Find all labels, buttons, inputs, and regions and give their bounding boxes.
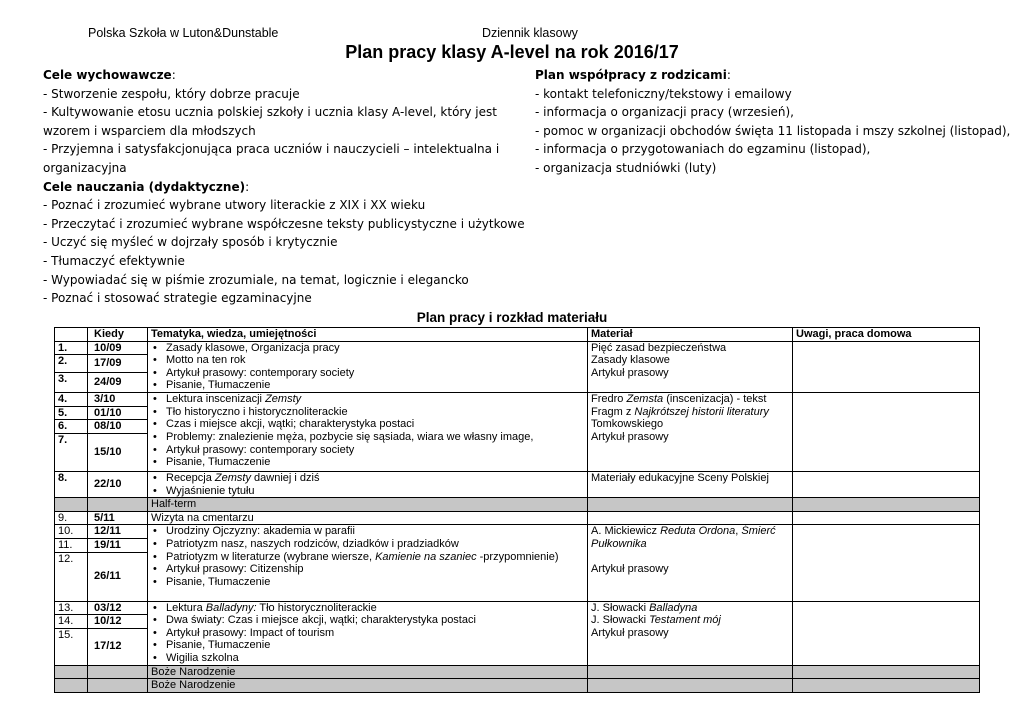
material-cell [588, 393, 793, 472]
material-item: Fredro Zemsta (inscenizacja) - tekst [591, 393, 767, 406]
material-item: J. Słowacki Testament mój [591, 614, 721, 627]
goal-line: wzorem i wsparciem dla młodszych [43, 123, 256, 138]
row-number: 8. [55, 471, 88, 497]
topic-item: • Lektura inscenizacji Zemsty [151, 393, 584, 406]
goal-line: - Kultywowanie etosu ucznia polskiej szkoły i ucznia klasy A-level, który jest [43, 105, 497, 120]
topic-item: • Patriotyzm nasz, naszych rodziców, dziadków i pradziadków [151, 538, 584, 551]
topics-cell [148, 525, 588, 601]
topic-item: • Motto na ten rok [151, 354, 584, 367]
header-material: Materiał [588, 328, 793, 342]
material-cell [588, 525, 793, 601]
row-date: 12/11 [88, 525, 148, 539]
row-date: 15/10 [88, 433, 148, 471]
row-date: 26/11 [88, 552, 148, 601]
topic-item: • Patriotyzm w literaturze (wybrane wiersze, Kamienie na szaniec -przypomnienie) [151, 551, 584, 564]
teaching-line: - Przeczytać i zrozumieć wybrane współczesne teksty publicystyczne i użytkowe [43, 216, 525, 231]
row-date: 10/12 [88, 615, 148, 629]
topics-cell [148, 393, 588, 472]
right-column [535, 66, 1011, 178]
row-date: 24/09 [88, 373, 148, 393]
topic-item: • Artykuł prasowy: contemporary society [151, 367, 584, 380]
topic-item: • Wigilia szkolna [151, 652, 584, 665]
teaching-heading-line: Cele nauczania (dydaktyczne): [43, 179, 250, 194]
goals-heading-line: Cele wychowawcze: [43, 68, 176, 82]
row-number: 5. [55, 406, 88, 420]
topics-cell [148, 471, 588, 497]
material-item: Zasady klasowe [591, 354, 670, 367]
topic-item: • Urodziny Ojczyzny: akademia w parafii [151, 525, 584, 538]
topic-item: • Tło historyczno i historycznoliterackie [151, 406, 584, 419]
parents-line: - pomoc w organizacji obchodów święta 11 listopada i mszy szkolnej (listopad), [535, 123, 1011, 138]
teaching-heading: Cele nauczania (dydaktyczne) [43, 179, 246, 194]
page-title: Plan pracy klasy A-level na rok 2016/17 [345, 42, 679, 62]
notes-cell [793, 525, 980, 601]
row-date: 03/12 [88, 601, 148, 615]
row-date: 5/11 [88, 511, 148, 525]
teaching-line: - Wypowiadać się w piśmie zrozumiale, na temat, logicznie i elegancko [43, 272, 469, 287]
row-date: 08/10 [88, 420, 148, 434]
table-row [55, 511, 980, 525]
material-cell [588, 511, 793, 525]
row-number: 11. [55, 538, 88, 552]
topic-item: • Artykuł prasowy: Citizenship [151, 563, 584, 576]
header-tematyka: Tematyka, wiedza, umiejętności [148, 328, 588, 342]
material-cell [588, 471, 793, 497]
notes-cell [793, 601, 980, 665]
topic-item: • Artykuł prasowy: Impact of tourism [151, 627, 584, 640]
row-number: 15. [55, 628, 88, 665]
header-kiedy: Kiedy [88, 328, 148, 342]
goals-heading: Cele wychowawcze [43, 68, 172, 82]
row-date: 3/10 [88, 393, 148, 407]
notes-cell [793, 341, 980, 393]
material-item: Artykuł prasowy [591, 626, 669, 639]
topic-item: • Dwa światy: Czas i miejsce akcji, wątki; charakterystyka postaci [151, 614, 584, 627]
plan-table [54, 327, 980, 693]
table-row [55, 341, 980, 355]
material-item: Pięć zasad bezpieczeństwa [591, 341, 727, 354]
topic-item: • Pisanie, Tłumaczenie [151, 639, 584, 652]
material-item: Artykuł prasowy [591, 430, 669, 443]
topic-item: • Pisanie, Tłumaczenie [151, 379, 584, 392]
row-number: 1. [55, 341, 88, 355]
parents-line: - kontakt telefoniczny/tekstowy i emailowy [535, 86, 792, 101]
table-row [55, 601, 980, 615]
teaching-line: - Poznać i stosować strategie egzaminacyjne [43, 291, 312, 306]
table-header-row [55, 328, 980, 342]
teaching-line: - Uczyć się myśleć w dojrzały sposób i krytycznie [43, 235, 338, 250]
parents-heading-line: Plan współpracy z rodzicami: [535, 68, 731, 82]
parents-line: - informacja o przygotowaniach do egzaminu (listopad), [535, 142, 871, 157]
christmas-label: Boże Narodzenie [148, 665, 588, 679]
row-number: 13. [55, 601, 88, 615]
topic-item: • Lektura Balladyny: Tło historycznoliterackie [151, 602, 584, 615]
topics-cell [148, 341, 588, 393]
table-row [55, 471, 980, 497]
topic-item: • Wyjaśnienie tytułu [151, 485, 584, 498]
row-number: 10. [55, 525, 88, 539]
christmas-label: Boże Narodzenie [148, 679, 588, 693]
topic-item: • Pisanie, Tłumaczenie [151, 456, 584, 469]
row-number: 12. [55, 552, 88, 601]
material-item: A. Mickiewicz Reduta Ordona, Śmierć Pułkownika [591, 525, 776, 550]
row-date: 22/10 [88, 471, 148, 497]
table-row-christmas [55, 665, 980, 679]
topic-item: • Problemy: znalezienie męża, pozbycie się sąsiada, wiara we własny image, [151, 431, 584, 444]
material-cell [588, 601, 793, 665]
material-item: J. Słowacki Balladyna [591, 601, 698, 614]
header-doc-type: Dziennik klasowy [482, 26, 578, 40]
header-uwagi: Uwagi, praca domowa [793, 328, 980, 342]
notes-cell [793, 471, 980, 497]
teaching-line: - Tłumaczyć efektywnie [43, 253, 185, 268]
row-number: 9. [55, 511, 88, 525]
parents-line: - organizacja studniówki (luty) [535, 160, 717, 175]
material-cell [588, 341, 793, 393]
topic-item: • Recepcja Zemsty dawniej i dziś [151, 472, 584, 485]
notes-cell [793, 511, 980, 525]
material-item: Artykuł prasowy [591, 366, 669, 379]
table-row-christmas [55, 679, 980, 693]
topic-item: • Czas i miejsce akcji, wątki; charakterystyka postaci [151, 418, 584, 431]
row-number: 2. [55, 355, 88, 373]
row-number: 14. [55, 615, 88, 629]
header-school: Polska Szkoła w Luton&Dunstable [88, 26, 279, 40]
topics-cell [148, 601, 588, 665]
row-date: 19/11 [88, 538, 148, 552]
table-row [55, 525, 980, 539]
row-number: 3. [55, 373, 88, 393]
topic-item: • Artykuł prasowy: contemporary society [151, 444, 584, 457]
row-number: 4. [55, 393, 88, 407]
row-date: 10/09 [88, 341, 148, 355]
material-item: Materiały edukacyjne Sceny Polskiej [591, 471, 769, 484]
goal-line: - Stworzenie zespołu, który dobrze pracuje [43, 86, 300, 101]
row-date: 17/12 [88, 628, 148, 665]
topics-cell: Wizyta na cmentarzu [148, 511, 588, 525]
material-item: Tomkowskiego [591, 418, 664, 431]
teaching-line: - Poznać i zrozumieć wybrane utwory literackie z XIX i XX wieku [43, 198, 426, 213]
row-date: 17/09 [88, 355, 148, 373]
row-number: 7. [55, 433, 88, 471]
header-nr [55, 328, 88, 342]
goal-line: organizacyjna [43, 160, 127, 175]
table-row-half-term [55, 498, 980, 512]
parents-line: - informacja o organizacji pracy (wrzesień), [535, 105, 794, 120]
material-item: Fragm z Najkrótszej historii literatury [591, 405, 769, 418]
topic-item: • Zasady klasowe, Organizacja pracy [151, 342, 584, 355]
left-column [43, 66, 525, 308]
row-number: 6. [55, 420, 88, 434]
half-term-label: Half-term [148, 498, 588, 512]
row-date: 01/10 [88, 406, 148, 420]
table-row [55, 393, 980, 407]
topic-item: • Pisanie, Tłumaczenie [151, 576, 584, 589]
parents-heading: Plan współpracy z rodzicami [535, 68, 727, 82]
goal-line: - Przyjemna i satysfakcjonująca praca uczniów i nauczycieli – intelektualna i [43, 142, 500, 157]
table-title: Plan pracy i rozkład materiału [416, 310, 608, 325]
material-item: Artykuł prasowy [591, 562, 669, 575]
notes-cell [793, 393, 980, 472]
